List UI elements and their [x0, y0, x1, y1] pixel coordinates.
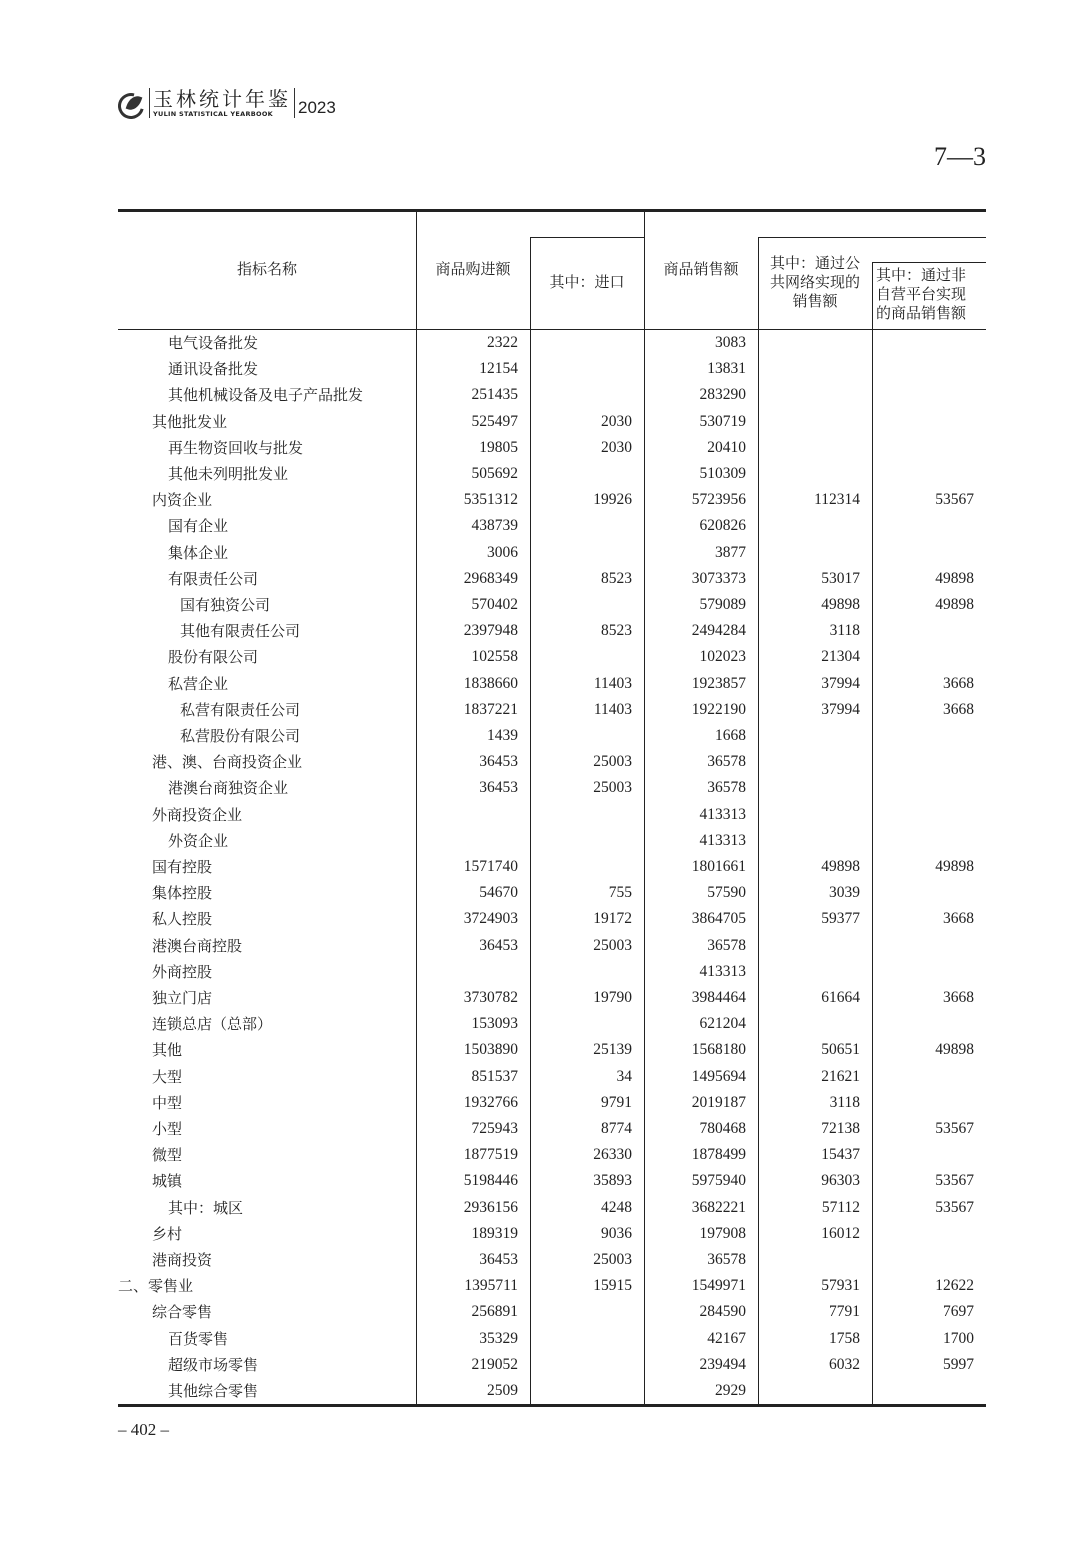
- table-row: [118, 1090, 986, 1116]
- cell-import: 26330: [593, 1146, 632, 1164]
- column-header-name: 指标名称: [236, 260, 297, 278]
- cell-nonself-sales: 3668: [943, 910, 974, 928]
- row-label: 私营企业: [168, 674, 229, 693]
- cell-online-sales: 112314: [814, 491, 860, 509]
- cell-online-sales: 57931: [821, 1277, 860, 1295]
- cell-nonself-sales: 53567: [935, 491, 974, 509]
- header-rule: [530, 237, 644, 238]
- row-label: 独立门店: [152, 989, 213, 1007]
- row-label: 其中：城区: [168, 1198, 244, 1217]
- cell-import: 25003: [593, 753, 632, 771]
- cell-online-sales: 49898: [821, 858, 860, 875]
- yearbook-title-cn: 玉林统计年鉴: [153, 87, 291, 111]
- cell-purchase: 525497: [471, 412, 518, 430]
- cell-nonself-sales: 7697: [943, 1303, 974, 1321]
- table-row: [118, 854, 986, 880]
- cell-online-sales: 21304: [821, 648, 860, 666]
- cell-purchase: 1395711: [464, 1277, 518, 1295]
- row-label: 国有控股: [152, 858, 213, 876]
- cell-import: 19790: [593, 989, 632, 1006]
- cell-online-sales: 15437: [821, 1146, 860, 1164]
- cell-import: 19172: [593, 910, 632, 928]
- row-label: 中型: [152, 1093, 183, 1112]
- cell-import: 9036: [601, 1224, 632, 1242]
- table-row: [118, 1273, 986, 1299]
- cell-online-sales: 1758: [829, 1329, 860, 1347]
- table-row: [118, 1326, 986, 1352]
- table-row: [118, 409, 986, 435]
- table-row: [118, 644, 986, 670]
- cell-online-sales: 61664: [821, 989, 860, 1006]
- divider: [294, 88, 295, 118]
- row-label: 其他有限责任公司: [180, 622, 301, 641]
- table-row: [118, 828, 986, 854]
- header-line: 共网络实现的: [769, 273, 860, 291]
- cell-sales: 36578: [707, 753, 746, 771]
- cell-import: 34: [616, 1067, 632, 1085]
- cell-purchase: 851537: [471, 1067, 518, 1085]
- row-label: 国有独资公司: [180, 596, 271, 614]
- table-row: [118, 749, 986, 775]
- row-label: 私营有限责任公司: [180, 700, 301, 719]
- row-label: 私营股份有限公司: [180, 727, 301, 745]
- cell-purchase: 2968349: [463, 569, 518, 587]
- cell-purchase: 102558: [471, 648, 518, 666]
- cell-sales: 1801661: [691, 858, 746, 875]
- header-line: 其中：通过非: [876, 266, 967, 284]
- cell-purchase: 5351312: [463, 491, 518, 509]
- row-label: 超级市场零售: [168, 1355, 259, 1374]
- table-row: [118, 1195, 986, 1221]
- cell-purchase: 35329: [479, 1329, 518, 1347]
- row-label: 外商投资企业: [152, 805, 243, 824]
- cell-sales: 5723956: [691, 491, 746, 509]
- cell-nonself-sales: 5997: [943, 1355, 974, 1373]
- cell-sales: 42167: [707, 1329, 746, 1347]
- cell-sales: 3877: [715, 543, 746, 561]
- cell-sales: 284590: [699, 1303, 746, 1321]
- header-line: 其中：通过公: [769, 254, 860, 272]
- row-label: 外商控股: [152, 962, 213, 981]
- header-rule: [758, 237, 986, 238]
- cell-online-sales: 53017: [821, 569, 860, 587]
- cell-purchase: 1571740: [463, 858, 518, 875]
- row-label: 外资企业: [168, 831, 229, 850]
- page-number: – 402 –: [118, 1420, 169, 1439]
- row-label: 其他综合零售: [168, 1382, 259, 1400]
- cell-purchase: 2936156: [463, 1198, 518, 1216]
- row-label: 百货零售: [168, 1329, 229, 1348]
- cell-import: 25139: [593, 1041, 632, 1059]
- table-row: [118, 592, 986, 618]
- cell-online-sales: 21621: [821, 1067, 860, 1085]
- cell-sales: 13831: [707, 360, 746, 378]
- cell-import: 25003: [593, 779, 632, 797]
- yearbook-logo-icon: [116, 89, 146, 117]
- row-label: 微型: [152, 1146, 183, 1165]
- cell-purchase: 36453: [479, 1251, 518, 1268]
- cell-import: 19926: [593, 491, 632, 509]
- row-label: 其他批发业: [152, 412, 228, 431]
- cell-sales: 413313: [699, 831, 746, 849]
- cell-import: 755: [608, 884, 632, 902]
- cell-purchase: 1932766: [463, 1093, 518, 1111]
- cell-purchase: 251435: [471, 386, 518, 404]
- cell-online-sales: 16012: [821, 1224, 860, 1242]
- cell-online-sales: 59377: [821, 910, 860, 928]
- cell-purchase: 36453: [479, 779, 518, 797]
- row-label: 集体企业: [168, 543, 229, 562]
- cell-sales: 1923857: [691, 674, 746, 692]
- row-label: 其他机械设备及电子产品批发: [168, 386, 364, 405]
- cell-sales: 197908: [699, 1224, 746, 1242]
- cell-sales: 621204: [699, 1015, 746, 1033]
- cell-import: 8523: [601, 622, 632, 640]
- table-row: [118, 985, 986, 1011]
- row-label: 城镇: [152, 1172, 183, 1191]
- cell-online-sales: 3118: [829, 1093, 860, 1111]
- table-row: [118, 566, 986, 592]
- cell-nonself-sales: 53567: [935, 1172, 974, 1190]
- cell-nonself-sales: 49898: [935, 1041, 974, 1059]
- cell-sales: 3864705: [691, 910, 746, 928]
- table-row: [118, 933, 986, 959]
- cell-sales: 20410: [707, 438, 746, 456]
- cell-purchase: 153093: [471, 1015, 518, 1033]
- cell-nonself-sales: 53567: [935, 1120, 974, 1137]
- table-row: [118, 461, 986, 487]
- row-label: 集体控股: [152, 884, 213, 903]
- row-label: 连锁总店（总部）: [152, 1015, 273, 1034]
- cell-sales: 510309: [699, 465, 746, 482]
- column-header-nonself-platform-sales: [872, 266, 990, 323]
- cell-purchase: 3730782: [463, 989, 518, 1006]
- row-label: 私人控股: [152, 910, 213, 929]
- cell-sales: 1878499: [691, 1146, 746, 1164]
- column-header-online-sales: [758, 254, 872, 311]
- cell-sales: 102023: [699, 648, 746, 666]
- cell-purchase: 5198446: [463, 1172, 518, 1190]
- cell-online-sales: 49898: [821, 596, 860, 613]
- column-header-import: 其中：进口: [549, 273, 625, 291]
- row-label: 港、澳、台商投资企业: [152, 753, 303, 772]
- header-line: 的商品销售额: [876, 304, 967, 322]
- table-row: [118, 723, 986, 749]
- table-row: [118, 671, 986, 697]
- cell-sales: 2494284: [691, 622, 746, 640]
- cell-nonself-sales: 1700: [943, 1329, 974, 1347]
- cell-sales: 413313: [699, 805, 746, 823]
- row-label: 大型: [152, 1067, 183, 1086]
- cell-import: 11403: [593, 700, 632, 718]
- row-label: 有限责任公司: [168, 569, 259, 588]
- cell-purchase: 36453: [479, 753, 518, 771]
- cell-nonself-sales: 12622: [935, 1277, 974, 1295]
- cell-import: 25003: [593, 1251, 632, 1268]
- cell-online-sales: 50651: [821, 1041, 860, 1059]
- table-row: [118, 1221, 986, 1247]
- cell-sales: 620826: [699, 517, 746, 535]
- table-row: [118, 1168, 986, 1194]
- row-label: 综合零售: [152, 1303, 213, 1322]
- cell-sales: 5975940: [691, 1172, 746, 1190]
- table-row: [118, 513, 986, 539]
- row-label: 港澳台商独资企业: [168, 779, 289, 798]
- row-label: 再生物资回收与批发: [168, 438, 304, 457]
- cell-sales: 3682221: [691, 1198, 746, 1216]
- cell-nonself-sales: 53567: [935, 1198, 974, 1216]
- table-top-rule: [118, 209, 986, 212]
- cell-purchase: 2509: [487, 1382, 518, 1399]
- cell-sales: 530719: [699, 412, 746, 430]
- cell-online-sales: 3039: [829, 884, 860, 902]
- cell-purchase: 219052: [471, 1355, 518, 1373]
- cell-nonself-sales: 3668: [943, 674, 974, 692]
- table-row: [118, 1037, 986, 1063]
- cell-sales: 579089: [699, 596, 746, 613]
- table-row: [118, 1011, 986, 1037]
- table-row: [118, 1378, 986, 1404]
- cell-online-sales: 37994: [821, 674, 860, 692]
- cell-import: 15915: [593, 1277, 632, 1295]
- cell-online-sales: 3118: [829, 622, 860, 640]
- cell-purchase: 3006: [487, 543, 518, 561]
- cell-nonself-sales: 49898: [935, 569, 974, 587]
- table-row: [118, 1142, 986, 1168]
- table-row: [118, 540, 986, 566]
- cell-purchase: 54670: [479, 884, 518, 902]
- row-label: 港商投资: [152, 1251, 213, 1269]
- header-line: 销售额: [792, 292, 838, 310]
- cell-purchase: 1439: [487, 727, 518, 744]
- cell-purchase: 2397948: [463, 622, 518, 640]
- cell-sales: 3083: [715, 334, 746, 351]
- row-label: 内资企业: [152, 491, 213, 510]
- yearbook-header: [116, 86, 336, 120]
- cell-purchase: 725943: [471, 1120, 518, 1137]
- table-row: [118, 1299, 986, 1325]
- table-row: [118, 802, 986, 828]
- table-bottom-rule: [118, 1404, 986, 1407]
- cell-sales: 2929: [715, 1382, 746, 1399]
- cell-sales: 1495694: [691, 1067, 746, 1085]
- header-rule: [872, 262, 986, 263]
- cell-sales: 239494: [699, 1355, 746, 1373]
- cell-purchase: 1877519: [463, 1146, 518, 1164]
- cell-online-sales: 72138: [821, 1120, 860, 1137]
- cell-nonself-sales: 49898: [935, 858, 974, 875]
- column-header-purchase: 商品购进额: [435, 260, 511, 278]
- cell-purchase: 189319: [471, 1224, 518, 1242]
- table-row: [118, 697, 986, 723]
- cell-sales: 1549971: [691, 1277, 746, 1295]
- cell-import: 35893: [593, 1172, 632, 1190]
- divider: [149, 88, 150, 118]
- cell-sales: 36578: [707, 1251, 746, 1268]
- cell-sales: 36578: [707, 936, 746, 954]
- table-row: [118, 487, 986, 513]
- cell-purchase: 1837221: [463, 700, 518, 718]
- cell-import: 8774: [601, 1120, 632, 1137]
- cell-nonself-sales: 49898: [935, 596, 974, 613]
- cell-online-sales: 37994: [821, 700, 860, 718]
- yearbook-title-en: YULIN STATISTICAL YEARBOOK: [153, 110, 274, 118]
- row-label: 其他未列明批发业: [168, 465, 289, 483]
- cell-online-sales: 6032: [829, 1355, 860, 1373]
- table-row: [118, 880, 986, 906]
- table-row: [118, 1247, 986, 1273]
- row-label: 电气设备批发: [168, 334, 259, 352]
- cell-nonself-sales: 3668: [943, 989, 974, 1006]
- cell-purchase: 570402: [471, 596, 518, 613]
- cell-online-sales: 7791: [829, 1303, 860, 1321]
- header-line: 自营平台实现: [876, 285, 967, 303]
- cell-online-sales: 57112: [821, 1198, 860, 1216]
- cell-sales: 1668: [715, 727, 746, 744]
- cell-sales: 1568180: [691, 1041, 746, 1059]
- cell-purchase: 256891: [471, 1303, 518, 1321]
- row-label: 通讯设备批发: [168, 360, 259, 379]
- cell-import: 2030: [601, 412, 632, 430]
- table-row: [118, 330, 986, 356]
- cell-purchase: 36453: [479, 936, 518, 954]
- table-row: [118, 1064, 986, 1090]
- cell-purchase: 2322: [487, 334, 518, 351]
- cell-purchase: 438739: [471, 517, 518, 535]
- cell-sales: 36578: [707, 779, 746, 797]
- table-row: [118, 775, 986, 801]
- cell-purchase: 505692: [471, 465, 518, 482]
- row-label: 其他: [152, 1041, 183, 1060]
- table-number: 7—3: [934, 142, 986, 171]
- cell-purchase: 3724903: [463, 910, 518, 928]
- table-row: [118, 356, 986, 382]
- cell-import: 25003: [593, 936, 632, 954]
- cell-import: 2030: [601, 438, 632, 456]
- cell-nonself-sales: 3668: [943, 700, 974, 718]
- row-label: 港澳台商控股: [152, 936, 243, 955]
- row-label: 乡村: [152, 1224, 183, 1243]
- column-header-sales: 商品销售额: [663, 260, 739, 278]
- cell-online-sales: 96303: [821, 1172, 860, 1190]
- cell-sales: 1922190: [691, 700, 746, 718]
- row-label: 国有企业: [168, 517, 229, 536]
- cell-purchase: 12154: [479, 360, 518, 378]
- cell-sales: 780468: [699, 1120, 746, 1137]
- cell-sales: 3984464: [691, 989, 746, 1006]
- cell-import: 11403: [593, 674, 632, 692]
- yearbook-year: 2023: [298, 98, 336, 117]
- table-row: [118, 959, 986, 985]
- row-label: 股份有限公司: [168, 648, 259, 667]
- cell-sales: 413313: [699, 962, 746, 980]
- cell-sales: 2019187: [691, 1093, 746, 1111]
- table-row: [118, 1352, 986, 1378]
- row-label: 二、零售业: [118, 1277, 194, 1296]
- cell-sales: 57590: [707, 884, 746, 902]
- cell-purchase: 1503890: [463, 1041, 518, 1059]
- cell-purchase: 19805: [479, 438, 518, 456]
- cell-import: 4248: [601, 1198, 632, 1216]
- table-row: [118, 906, 986, 932]
- table-row: [118, 618, 986, 644]
- row-label: 小型: [152, 1120, 183, 1138]
- cell-purchase: 1838660: [463, 674, 518, 692]
- table-row: [118, 382, 986, 408]
- cell-import: 8523: [601, 569, 632, 587]
- cell-sales: 283290: [699, 386, 746, 404]
- cell-sales: 3073373: [691, 569, 746, 587]
- cell-import: 9791: [601, 1093, 632, 1111]
- table-row: [118, 1116, 986, 1142]
- table-row: [118, 435, 986, 461]
